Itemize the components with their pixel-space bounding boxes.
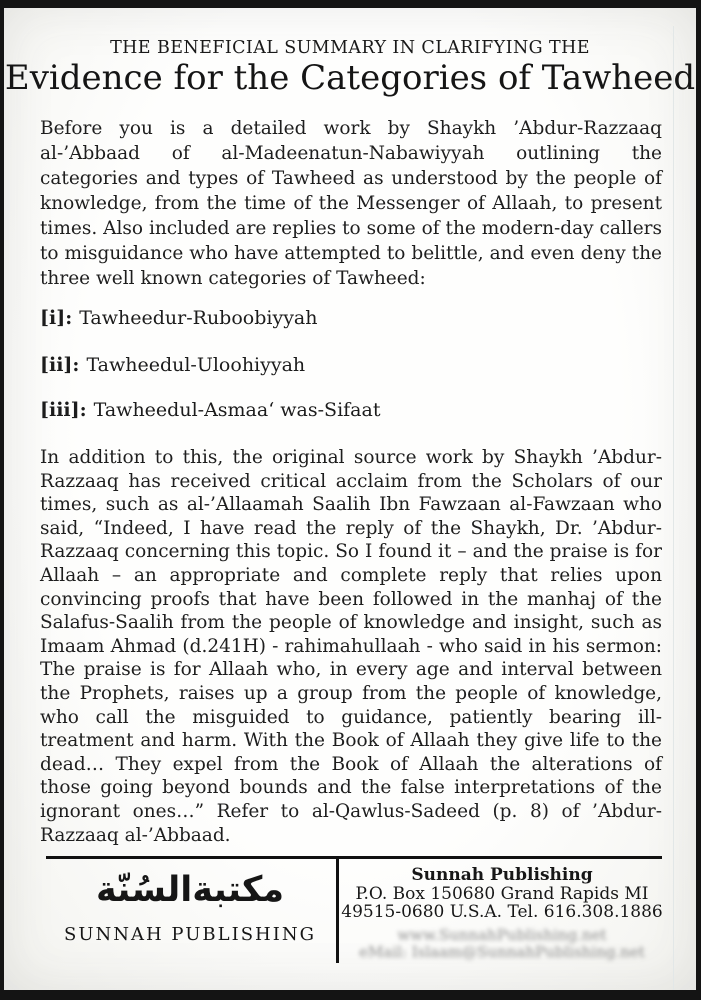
footer-divider [336, 856, 339, 963]
list-item [40, 307, 318, 329]
scan-artifact-line [673, 26, 674, 990]
list-item [40, 354, 305, 376]
list-item-text: Tawheedul-Asmaa‘ was-Sifaat [93, 399, 381, 421]
acclaim-paragraph: In addition to this, the original source work by Shaykh ’Abdur-Razzaaq has received critical acclaim from the Scholars of our times, such as al-’Allaamah Saalih Ibn Fawzaan al-Fawzaan who said, “Indeed, I have read the reply of the Shaykh, Dr. ’Abdur-Razzaaq concerning this topic. So I found it – and the praise is for Allaah – an appropriate and complete reply that relies upon convincing proofs that have been followed in the manhaj of the Salafus-Saalih from the people of knowledge and insight, such as Imaam Ahmad (d.241H) - rahimahullaah - who said in his sermon: The praise is for Allaah who, in every age and interval between the Prophets, raises up a group from the people of knowledge, who call the misguided to guidance, patiently bearing ill-treatment and harm. With the Book of Allaah they give life to the dead… They expel from the Book of Allaah the alterations of those going beyond bounds and the false interpretations of the ignorant ones…” Refer to al-Qawlus-Sadeed (p. 8) of ’Abdur-Razzaaq al-’Abbaad. [40, 447, 662, 846]
page-title: Evidence for the Categories of Tawheed [4, 58, 696, 98]
publisher-logo-block [46, 864, 334, 945]
publisher-logo-caption: SUNNAH PUBLISHING [64, 924, 316, 945]
intro-paragraph: Before you is a detailed work by Shaykh ’Abdur-Razzaaq al-’Abbaad of al-Madeenatun-Nabawiyyah outlining the categories and types of Tawheed as understood by the people of knowledge, from the time of the Messenger of Allaah, to present times. Also included are replies to some of the modern-day callers to misguidance who have attempted to belittle, and even deny the three well known categories of Tawheed: [40, 118, 662, 289]
email-line-blurred: eMail: Islaam@SunnahPublishing.net [359, 942, 645, 961]
address-line-2: 49515-0680 U.S.A. Tel. 616.308.1886 [341, 902, 663, 922]
publisher-name: Sunnah Publishing [411, 865, 593, 885]
publisher-logo-arabic: مكتبةالسُنّة [95, 870, 285, 910]
footer [4, 856, 696, 976]
list-item-text: Tawheedur-Ruboobiyyah [79, 307, 318, 329]
list-item-marker: [iii]: [40, 399, 87, 421]
list-item-marker: [i]: [40, 307, 73, 329]
list-item [40, 399, 380, 421]
list-item-marker: [ii]: [40, 354, 80, 376]
kicker: THE BENEFICIAL SUMMARY IN CLARIFYING THE [110, 38, 590, 58]
footer-rule [46, 856, 662, 859]
address-line-1: P.O. Box 150680 Grand Rapids MI [355, 883, 649, 904]
publisher-contact-block [341, 866, 663, 960]
list-item-text: Tawheedul-Uloohiyyah [86, 354, 306, 376]
website-line-blurred: www.SunnahPublishing.net [397, 925, 607, 944]
paper-background [4, 8, 696, 990]
